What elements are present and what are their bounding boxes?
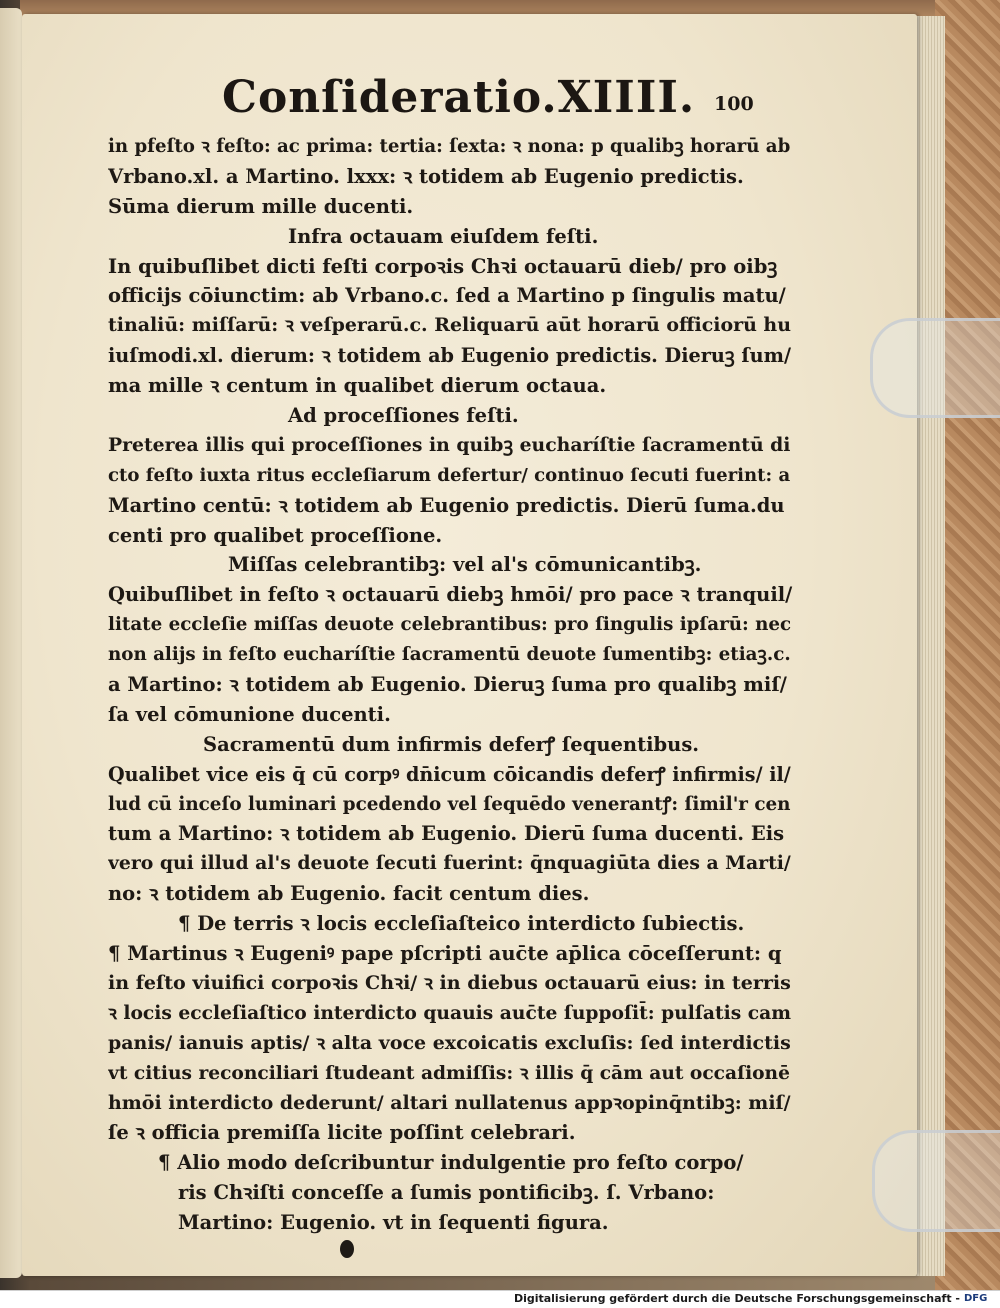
text-line: hmōi interdicto dederunt/ altari nullatenus appꝛopinq̄ntibꝫ: miſ/ (108, 1091, 791, 1114)
text-line: iuſmodi.xl. dierum: ꝛ totidem ab Eugenio predictis. Dieruꝫ ſum/ (108, 344, 792, 368)
text-line: no: ꝛ totidem ab Eugenio. facit centum dies. (108, 882, 590, 906)
text-line: non alijs in feſto eucharíſtie ſacramentū deuote ſumentibꝫ: etiaꝫ.c. (108, 644, 791, 666)
facing-page-edge (0, 8, 22, 1278)
text-line: ma mille ꝛ centum in qualibet dierum octaua. (108, 374, 607, 398)
text-line: Martino centū: ꝛ totidem ab Eugenio predictis. Dierū ſuma.du (108, 493, 785, 517)
text-line: ¶ Martinus ꝛ Eugeniꝰ pape pſcripti auc̄te ap̄lica cōceſſerunt: q (108, 942, 782, 966)
text-line: tum a Martino: ꝛ totidem ab Eugenio. Dierū ſuma ducenti. Eis (108, 822, 785, 846)
footer-bar (0, 1290, 1000, 1308)
text-line: in pfeſto ꝛ feſto: ac prima: tertia: ſexta: ꝛ nona: p qualibꝫ horarū ab (108, 136, 791, 157)
page-clip-upper (870, 318, 1000, 418)
text-line: ris Chꝛiſti conceſſe a ſumis pontificibꝫ. ſ. Vrbano: (178, 1181, 715, 1205)
section-heading: Ad proceſſiones feſti. (288, 404, 519, 428)
section-heading: Infra octauam eiuſdem feſti. (288, 224, 599, 248)
text-line: tinaliū: miſſarū: ꝛ veſperarū.c. Reliquarū aūt horarū officiorū hu (108, 314, 791, 337)
text-line: ſa vel cōmunione ducenti. (108, 702, 391, 726)
text-line: lud cū inceſo luminari pcedendo vel ſequēdo venerantꝭ: ſimil'r cen (108, 793, 791, 815)
text-line: vero qui illud al's deuote ſecuti fuerint: q̄nquagiūta dies a Marti/ (108, 852, 791, 875)
page-clip-lower (872, 1130, 1000, 1232)
text-line: Quibuſlibet in feſto ꝛ octauarū diebꝫ hmōi/ pro pace ꝛ tranquil/ (108, 583, 793, 607)
text-line: ꝛ locis eccleſiaſtico interdicto quauis auc̄te ſuppoſit̄: pulſatis cam (108, 1001, 791, 1024)
page-title: Conſideratio.XIIII. (222, 72, 696, 123)
text-line: In quibuſlibet dicti feſti corpoꝛis Chꝛi octauarū dieb/ pro oibꝫ (108, 254, 778, 278)
text-line: ¶ Alio modo deſcribuntur indulgentie pro feſto corpo/ (158, 1151, 744, 1175)
funding-credit: Digitalisierung gefördert durch die Deutsche Forschungsgemeinschaft - (513, 1292, 960, 1305)
section-heading: ¶ De terris ꝛ locis eccleſiaſteico interdicto ſubiectis. (178, 912, 745, 936)
text-line: Qualibet vice eis q̄ cū corpꝰ dn̄icum cōicandis deferꝭ infirmis/ il/ (108, 762, 791, 786)
text-line: Vrbano.xl. a Martino. lxxx: ꝛ totidem ab Eugenio predictis. (108, 164, 744, 188)
text-line: ſe ꝛ officia premiſſa licite poſſint celebrari. (108, 1121, 576, 1145)
page-text-block (108, 132, 798, 1238)
text-line: Preterea illis qui proceſſiones in quibꝫ eucharíſtie ſacramentū di (108, 433, 791, 456)
binding-hole (340, 1240, 354, 1258)
folio-number: 100 (714, 93, 754, 115)
text-line: in feſto viuifici corpoꝛis Chꝛi/ ꝛ in diebus octauarū eius: in terris (108, 971, 791, 994)
text-line: centi pro qualibet proceſſione. (108, 523, 443, 547)
text-line: Sūma dierum mille ducenti. (108, 194, 414, 218)
section-heading: Sacramentū dum infirmis deferꝭ ſequentibus. (203, 732, 700, 756)
section-heading: Miſſas celebrantibꝫ: vel al's cōmunicantibꝫ. (228, 553, 702, 577)
text-line: panis/ ianuis aptis/ ꝛ alta voce excoicatis excluſis: ſed interdictis (108, 1031, 791, 1054)
text-line: vt citius reconciliari ſtudeant admiſſis: ꝛ illis q̄ cām aut occaſionē (108, 1062, 790, 1084)
text-line: a Martino: ꝛ totidem ab Eugenio. Dieruꝫ ſuma pro qualibꝫ miſ/ (108, 673, 787, 697)
text-line: cto feſto iuxta ritus eccleſiarum defertur/ continuo ſecuti fuerint: a (108, 464, 791, 486)
dfg-logo: DFG (964, 1293, 988, 1304)
text-line: Martino: Eugenio. vt in ſequenti figura. (178, 1211, 609, 1235)
text-line: litate eccleſie miſſas deuote celebrantibus: pro ſingulis ipſarū: nec (108, 614, 792, 636)
text-line: officijs cōiunctim: ab Vrbano.c. ſed a Martino p ſingulis matu/ (108, 284, 786, 308)
